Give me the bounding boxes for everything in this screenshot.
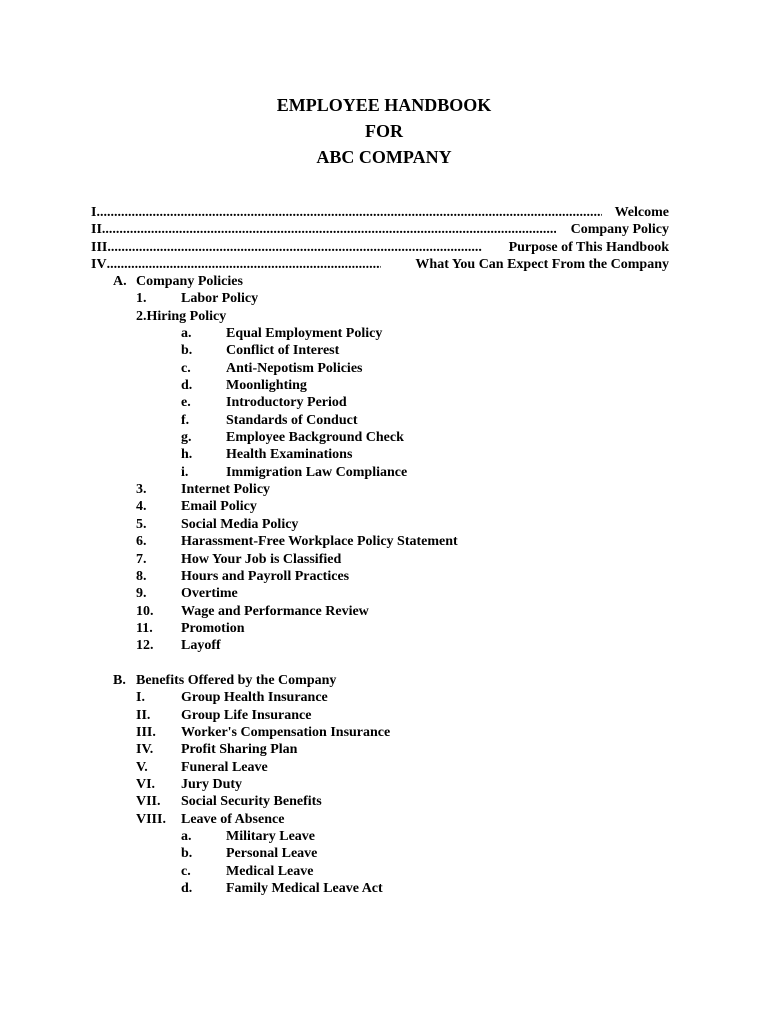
title-line-2: FOR (365, 121, 403, 141)
item-number: IV. (136, 742, 154, 758)
list-item (0, 290, 768, 307)
toc-number: IV (91, 256, 107, 272)
title-line-1: EMPLOYEE HANDBOOK (276, 95, 492, 115)
item-number: VII. (136, 794, 161, 810)
item-text: Employee Background Check (226, 430, 404, 446)
item-text: Layoff (181, 638, 221, 654)
list-item (0, 481, 768, 498)
item-text: Internet Policy (181, 482, 271, 498)
item-number: V. (136, 759, 148, 775)
item-number: 12. (136, 638, 154, 654)
sub-list-item (0, 360, 768, 377)
toc-leader-dots (96, 204, 602, 221)
item-text: Funeral Leave (181, 759, 268, 775)
item-number: 3. (136, 482, 147, 498)
item-text: Conflict of Interest (226, 343, 340, 359)
toc-label: Welcome (614, 205, 669, 220)
item-letter: b. (181, 846, 193, 862)
item-letter: g. (181, 430, 192, 446)
list-item (0, 308, 768, 325)
sub-list-item (0, 342, 768, 359)
toc-number: II (91, 222, 102, 238)
list-item (0, 793, 768, 810)
sub-list-item (0, 394, 768, 411)
item-text: Harassment-Free Workplace Policy Statement (181, 534, 458, 550)
sub-list-item (0, 325, 768, 342)
item-number: 9. (136, 586, 147, 602)
item-text: Labor Policy (181, 291, 259, 307)
handbook-outline (0, 273, 768, 897)
section-title: Company Policies (136, 274, 243, 289)
section-heading (0, 273, 768, 290)
list-item (0, 568, 768, 585)
table-of-contents (91, 204, 669, 273)
toc-entry (91, 256, 669, 273)
item-text: Worker's Compensation Insurance (181, 724, 391, 740)
item-text: Jury Duty (181, 776, 243, 792)
item-letter: e. (181, 395, 191, 411)
item-text: 2.Hiring Policy (136, 308, 227, 324)
sub-list-item (0, 464, 768, 481)
sub-list-item (0, 828, 768, 845)
item-text: Promotion (181, 620, 245, 636)
toc-entry (91, 221, 669, 238)
list-item (0, 585, 768, 602)
toc-number: III (91, 239, 108, 255)
item-number: 6. (136, 534, 147, 550)
toc-label: Company Policy (570, 222, 669, 238)
title-line-3: ABC COMPANY (316, 147, 452, 167)
section-heading (0, 672, 768, 689)
item-text: Medical Leave (226, 863, 314, 879)
item-text: Health Examinations (226, 447, 353, 463)
item-letter: d. (181, 378, 193, 394)
toc-number: I (91, 205, 97, 220)
list-item (0, 689, 768, 706)
section-marker: B. (113, 672, 126, 688)
item-text: Social Media Policy (181, 516, 299, 532)
item-number: 11. (136, 620, 153, 636)
list-item (0, 620, 768, 637)
item-letter: f. (181, 412, 190, 428)
item-text: Group Life Insurance (181, 707, 312, 723)
sub-list-item (0, 412, 768, 429)
section-title: Benefits Offered by the Company (136, 672, 337, 688)
item-letter: c. (181, 863, 191, 879)
item-text: Email Policy (181, 499, 257, 515)
list-item (0, 811, 768, 828)
item-number: VIII. (136, 811, 166, 827)
item-number: II. (136, 707, 151, 723)
item-text: Equal Employment Policy (226, 326, 383, 342)
item-text: Moonlighting (226, 378, 307, 394)
list-item (0, 637, 768, 654)
item-number: 7. (136, 551, 147, 567)
item-letter: h. (181, 447, 193, 463)
document-title (0, 92, 768, 170)
item-text: Military Leave (226, 829, 316, 844)
item-text: Standards of Conduct (226, 412, 358, 428)
toc-entry (91, 204, 669, 221)
item-text: Anti-Nepotism Policies (226, 360, 363, 376)
item-letter: a. (181, 829, 192, 844)
sub-list-item (0, 880, 768, 897)
item-letter: b. (181, 343, 193, 359)
list-item (0, 516, 768, 533)
toc-leader-dots (102, 221, 556, 238)
sub-list-item (0, 377, 768, 394)
item-number: 4. (136, 499, 147, 515)
item-text: Profit Sharing Plan (181, 742, 298, 758)
item-text: Introductory Period (226, 395, 347, 411)
item-number: 8. (136, 568, 147, 584)
item-text: Overtime (181, 586, 238, 602)
toc-entry (91, 239, 669, 256)
item-text: Hours and Payroll Practices (181, 568, 350, 584)
item-number: 5. (136, 516, 147, 532)
item-text: Personal Leave (226, 846, 318, 862)
item-number: 10. (136, 603, 154, 619)
list-item (0, 551, 768, 568)
list-item (0, 759, 768, 776)
section-marker: A. (113, 274, 127, 289)
item-text: Group Health Insurance (181, 690, 328, 706)
item-letter: a. (181, 326, 192, 342)
sub-list-item (0, 429, 768, 446)
item-text: Immigration Law Compliance (226, 464, 408, 480)
item-letter: i. (181, 464, 189, 480)
toc-label: Purpose of This Handbook (508, 239, 669, 255)
item-text: Social Security Benefits (181, 794, 322, 810)
item-text: Wage and Performance Review (181, 603, 369, 619)
list-item (0, 741, 768, 758)
sub-list-item (0, 845, 768, 862)
list-item (0, 498, 768, 515)
item-text: Family Medical Leave Act (226, 881, 383, 897)
item-number: I. (136, 690, 145, 706)
list-item (0, 724, 768, 741)
item-number: 1. (136, 291, 147, 307)
toc-label: What You Can Expect From the Company (415, 256, 669, 272)
sub-list-item (0, 863, 768, 880)
list-item (0, 603, 768, 620)
list-item (0, 707, 768, 724)
item-text: How Your Job is Classified (181, 551, 342, 567)
item-number: VI. (136, 776, 156, 792)
item-letter: d. (181, 881, 193, 897)
list-item (0, 533, 768, 550)
item-number: III. (136, 724, 156, 740)
list-item (0, 776, 768, 793)
item-letter: c. (181, 360, 191, 376)
sub-list-item (0, 446, 768, 463)
toc-leader-dots (107, 256, 381, 273)
item-text: Leave of Absence (181, 811, 285, 827)
blank-line (0, 655, 768, 672)
toc-leader-dots (107, 239, 482, 256)
